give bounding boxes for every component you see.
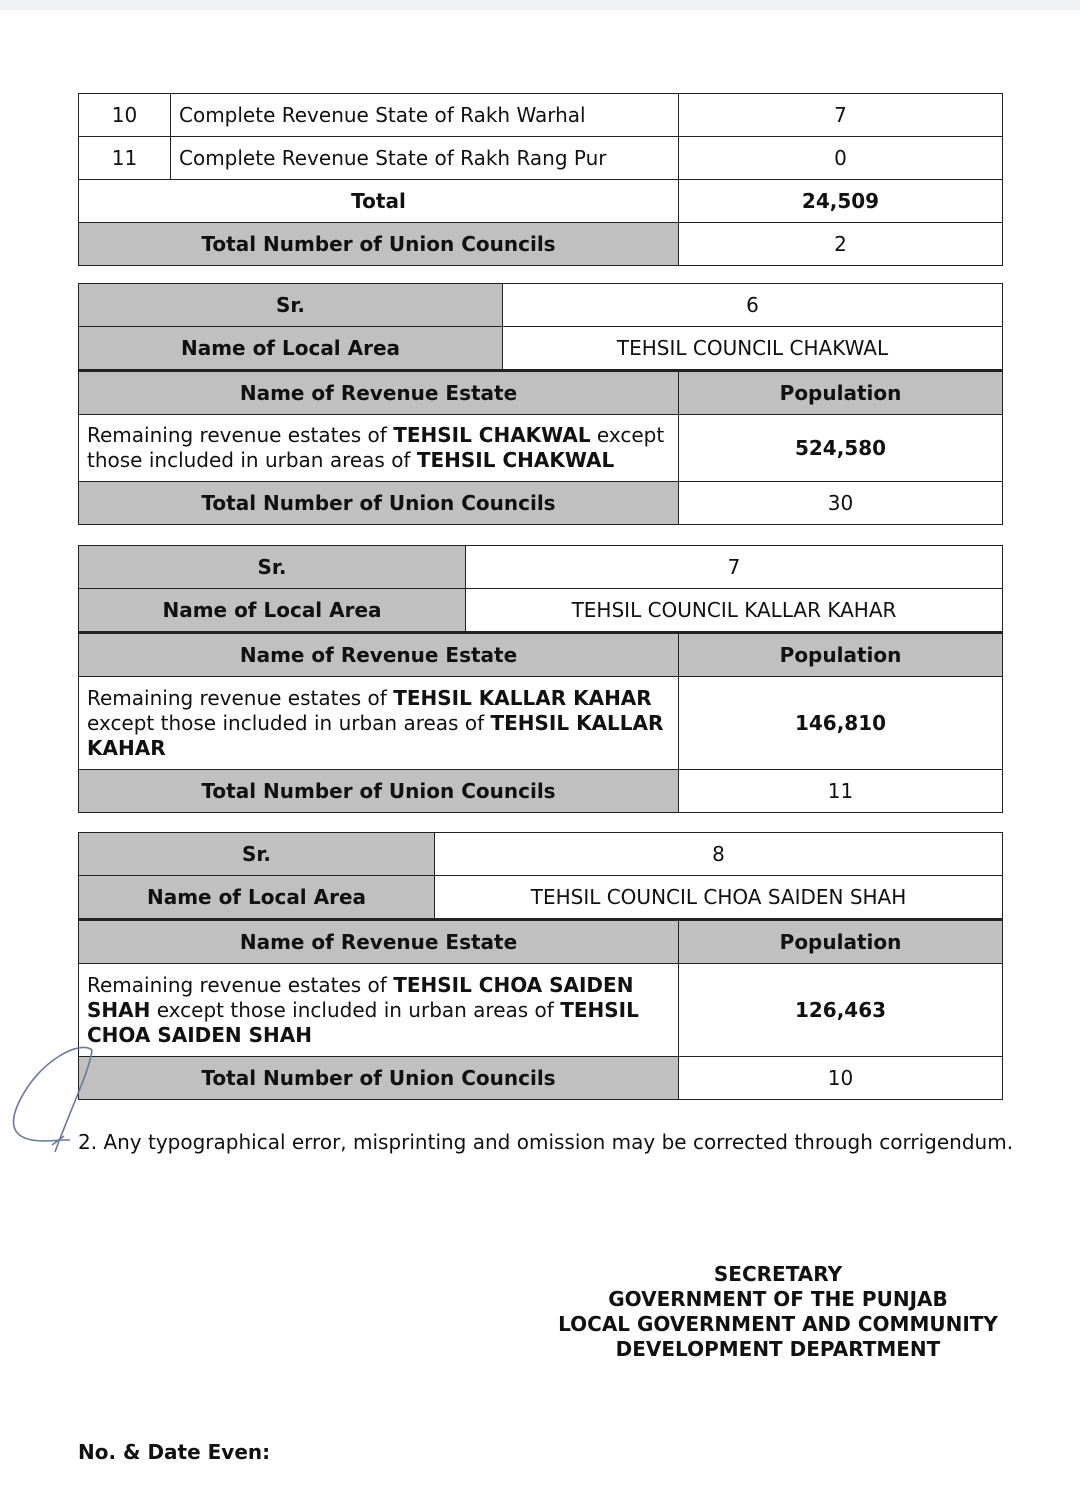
- local-area-row: [79, 876, 1003, 920]
- local-area-label: Name of Local Area: [79, 589, 466, 633]
- uc-value: 2: [679, 223, 1003, 266]
- signature-department-2: DEVELOPMENT DEPARTMENT: [615, 1337, 941, 1361]
- table-row: [79, 94, 1003, 137]
- estate-tehsil-bold: TEHSIL KALLAR KAHAR: [87, 710, 664, 760]
- estate-description: [79, 964, 679, 1057]
- estate-tehsil-bold: TEHSIL CHAKWAL: [416, 448, 615, 472]
- header-row: [79, 371, 1003, 415]
- signature-title: SECRETARY: [713, 1262, 843, 1286]
- union-council-row: [79, 223, 1003, 266]
- population-value: 126,463: [679, 964, 1003, 1057]
- sr-label: Sr.: [79, 546, 466, 589]
- local-area-value: TEHSIL COUNCIL CHAKWAL: [503, 327, 1003, 371]
- sr-value: 7: [466, 546, 1003, 589]
- revenue-estate-header: Name of Revenue Estate: [79, 633, 679, 677]
- estate-tehsil-bold: TEHSIL CHOA SAIDEN SHAH: [87, 997, 639, 1047]
- uc-label: Total Number of Union Councils: [79, 482, 679, 525]
- total-value: 24,509: [679, 180, 1003, 223]
- uc-label: Total Number of Union Councils: [79, 223, 679, 266]
- estate-row: [79, 415, 1003, 482]
- union-council-row: [79, 770, 1003, 813]
- uc-value: 30: [679, 482, 1003, 525]
- uc-label: Total Number of Union Councils: [79, 770, 679, 813]
- sr-cell: 11: [79, 137, 171, 180]
- header-row: [79, 920, 1003, 964]
- estates-table-continued: [78, 93, 1003, 266]
- sr-value: 8: [435, 833, 1003, 876]
- estate-text: except those included in urban areas of: [150, 997, 561, 1022]
- estate-tehsil-bold: TEHSIL CHAKWAL: [393, 423, 591, 447]
- local-area-table-7: [78, 545, 1003, 813]
- estate-description: [79, 415, 679, 482]
- revenue-estate-header: Name of Revenue Estate: [79, 371, 679, 415]
- table-row: [79, 137, 1003, 180]
- uc-label: Total Number of Union Councils: [79, 1057, 679, 1100]
- sr-label: Sr.: [79, 833, 435, 876]
- sr-cell: 10: [79, 94, 171, 137]
- local-area-value: TEHSIL COUNCIL KALLAR KAHAR: [466, 589, 1003, 633]
- header-row: [79, 633, 1003, 677]
- local-area-row: [79, 327, 1003, 371]
- signature-block: [540, 1262, 1016, 1362]
- estate-text: except those included in urban areas of: [87, 710, 491, 735]
- local-area-label: Name of Local Area: [79, 876, 435, 920]
- sr-value: 6: [503, 284, 1003, 327]
- uc-value: 10: [679, 1057, 1003, 1100]
- viewer-top-bar: [0, 0, 1080, 10]
- estate-name-cell: Complete Revenue State of Rakh Warhal: [171, 94, 679, 137]
- population-cell: 7: [679, 94, 1003, 137]
- local-area-table-6: [78, 283, 1003, 525]
- population-cell: 0: [679, 137, 1003, 180]
- local-area-table-8: [78, 832, 1003, 1100]
- union-council-row: [79, 482, 1003, 525]
- total-label: Total: [79, 180, 679, 223]
- signature-government: GOVERNMENT OF THE PUNJAB: [608, 1287, 948, 1311]
- population-value: 146,810: [679, 677, 1003, 770]
- local-area-row: [79, 589, 1003, 633]
- union-council-row: [79, 1057, 1003, 1100]
- signature-department-1: LOCAL GOVERNMENT AND COMMUNITY: [558, 1312, 998, 1336]
- sr-row: [79, 546, 1003, 589]
- estate-row: [79, 677, 1003, 770]
- sr-row: [79, 833, 1003, 876]
- uc-value: 11: [679, 770, 1003, 813]
- estate-text: except those included in urban areas of: [87, 423, 665, 472]
- population-header: Population: [679, 920, 1003, 964]
- total-row: [79, 180, 1003, 223]
- population-header: Population: [679, 633, 1003, 677]
- estate-text: Remaining revenue estates of: [87, 972, 394, 997]
- population-value: 524,580: [679, 415, 1003, 482]
- estate-description: [79, 677, 679, 770]
- estate-text: Remaining revenue estates of: [87, 685, 394, 710]
- corrigendum-note: 2. Any typographical error, misprinting and omission may be corrected through corrigendum.: [78, 1130, 1014, 1154]
- sr-row: [79, 284, 1003, 327]
- reference-number: No. & Date Even:: [78, 1440, 271, 1464]
- revenue-estate-header: Name of Revenue Estate: [79, 920, 679, 964]
- sr-label: Sr.: [79, 284, 503, 327]
- local-area-label: Name of Local Area: [79, 327, 503, 371]
- estate-tehsil-bold: TEHSIL KALLAR KAHAR: [393, 685, 652, 710]
- local-area-value: TEHSIL COUNCIL CHOA SAIDEN SHAH: [435, 876, 1003, 920]
- population-header: Population: [679, 371, 1003, 415]
- estate-text: Remaining revenue estates of: [87, 423, 394, 447]
- estate-row: [79, 964, 1003, 1057]
- estate-tehsil-bold: TEHSIL CHOA SAIDEN SHAH: [87, 972, 634, 1022]
- estate-name-cell: Complete Revenue State of Rakh Rang Pur: [171, 137, 679, 180]
